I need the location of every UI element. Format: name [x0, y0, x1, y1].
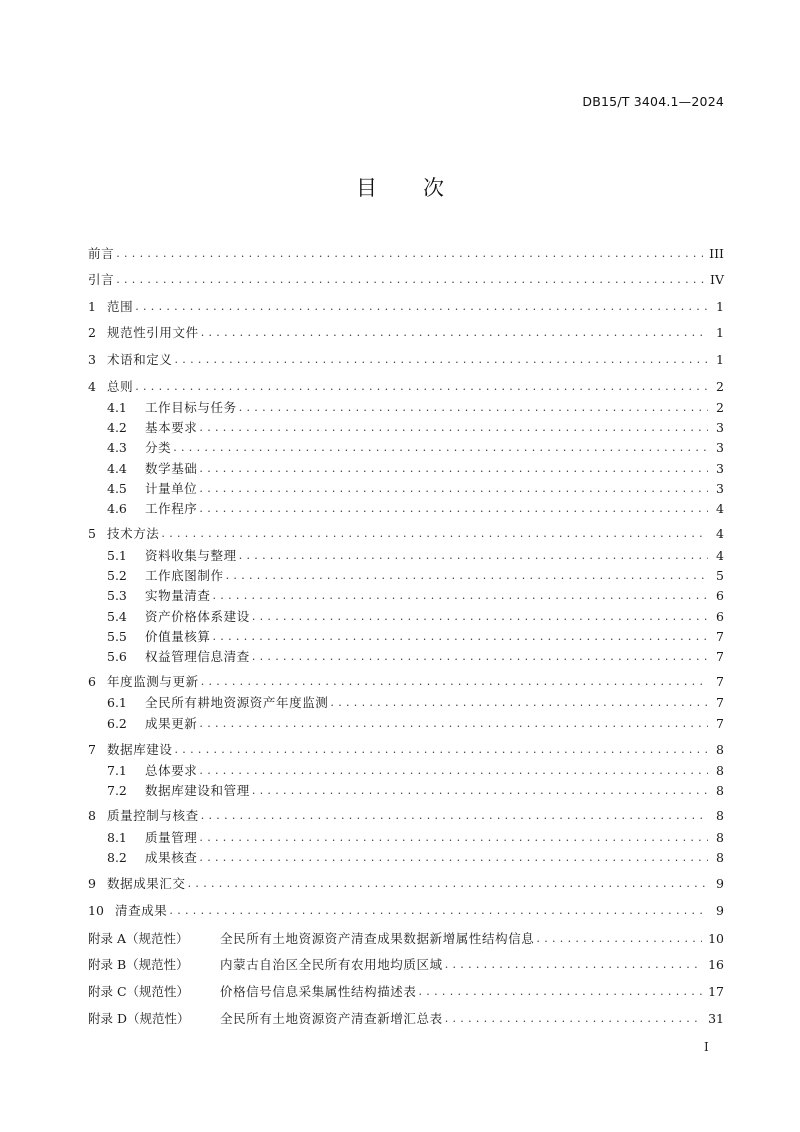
toc-entry-number: 5.5: [107, 629, 127, 644]
appendix-page: 16: [708, 957, 724, 972]
toc-entry-label: 规范性引用文件: [107, 325, 199, 340]
toc-entry-page: 8: [716, 783, 724, 798]
toc-entry-page: 5: [716, 568, 724, 583]
toc-entry-label: 数据成果汇交: [107, 876, 186, 891]
appendix-title: 价格信号信息采集属性结构描述表: [220, 984, 417, 999]
dot-leader: [188, 876, 708, 892]
toc-entry-number: 5.3: [107, 588, 127, 603]
toc-entry[interactable]: [107, 848, 724, 866]
toc-entry-label: 总体要求: [145, 763, 198, 778]
dot-leader: [175, 742, 708, 758]
dot-leader: [252, 783, 708, 799]
toc-entry-number: 4.1: [107, 400, 127, 415]
toc-entry-number: 6.1: [107, 695, 127, 710]
toc-entry-label: 实物量清查: [145, 588, 211, 603]
toc-entry-label: 分类: [145, 440, 172, 455]
toc-entry-page: 7: [716, 649, 724, 664]
toc-entry-number: 8: [88, 808, 96, 823]
dot-leader: [199, 501, 708, 517]
toc-appendix-entry[interactable]: [88, 955, 724, 973]
title-char-1: 目: [356, 176, 377, 200]
toc-entry-label: 工作底图制作: [145, 568, 224, 583]
toc-entry-page: 1: [716, 325, 724, 340]
dot-leader: [175, 352, 708, 368]
toc-entry-page: 8: [716, 742, 724, 757]
toc-entry-number: 6.2: [107, 716, 127, 731]
toc-entry-page: 9: [716, 876, 724, 891]
toc-entry-page: 3: [716, 481, 724, 496]
toc-entry[interactable]: [88, 874, 724, 892]
toc-entry-label: 数据库建设: [107, 742, 173, 757]
toc-entry-label: 工作程序: [145, 501, 198, 516]
toc-entry-number: 5.6: [107, 649, 127, 664]
toc-entry[interactable]: [107, 627, 724, 645]
toc-entry[interactable]: [107, 647, 724, 665]
toc-entry-page: 9: [716, 903, 724, 918]
toc-entry[interactable]: [88, 297, 724, 315]
toc-entry[interactable]: [88, 323, 724, 341]
toc-entry[interactable]: [88, 270, 724, 288]
toc-entry-page: 7: [716, 695, 724, 710]
toc-entry[interactable]: [88, 901, 724, 919]
toc-entry-number: 1: [88, 299, 96, 314]
toc-entry[interactable]: [107, 828, 724, 846]
toc-entry-label: 数据库建设和管理: [145, 783, 250, 798]
dot-leader: [330, 695, 708, 711]
dot-leader: [239, 400, 708, 416]
dot-leader: [199, 716, 708, 732]
toc-entry-number: 3: [88, 352, 96, 367]
dot-leader: [201, 674, 708, 690]
toc-entry[interactable]: [107, 693, 724, 711]
dot-leader: [445, 957, 702, 973]
toc-entry-page: 1: [716, 352, 724, 367]
toc-entry-label: 年度监测与更新: [107, 674, 199, 689]
appendix-title: 全民所有土地资源资产清查新增汇总表: [220, 1011, 443, 1026]
toc-entry-page: 8: [716, 830, 724, 845]
appendix-label: 附录 C（规范性）: [88, 984, 190, 999]
toc-entry-number: 5.4: [107, 609, 127, 624]
toc-entry-page: IV: [710, 272, 724, 287]
title-char-2: 次: [423, 176, 444, 200]
toc-entry-page: III: [709, 246, 724, 261]
toc-entry[interactable]: [107, 546, 724, 564]
toc-entry-label: 引言: [88, 272, 115, 287]
toc-entry-page: 2: [716, 400, 724, 415]
appendix-page: 17: [708, 984, 724, 999]
toc-entry[interactable]: [107, 459, 724, 477]
toc-entry[interactable]: [88, 524, 724, 542]
toc-entry-number: 7.2: [107, 783, 127, 798]
toc-entry[interactable]: [107, 418, 724, 436]
dot-leader: [201, 808, 708, 824]
dot-leader: [199, 461, 708, 477]
dot-leader: [199, 830, 708, 846]
toc-entry[interactable]: [107, 761, 724, 779]
toc-entry[interactable]: [88, 740, 724, 758]
toc-entry[interactable]: [88, 244, 724, 262]
toc-entry[interactable]: [107, 398, 724, 416]
toc-entry[interactable]: [107, 586, 724, 604]
toc-entry-page: 7: [716, 716, 724, 731]
toc-entry-label: 数学基础: [145, 461, 198, 476]
toc-entry-label: 工作目标与任务: [145, 400, 237, 415]
toc-entry-label: 前言: [88, 246, 115, 261]
toc-entry-page: 2: [716, 379, 724, 394]
toc-entry-label: 质量控制与核查: [107, 808, 199, 823]
toc-entry[interactable]: [107, 607, 724, 625]
toc-entry-label: 成果核查: [145, 850, 198, 865]
toc-entry-page: 3: [716, 420, 724, 435]
toc-entry[interactable]: [107, 781, 724, 799]
dot-leader: [213, 588, 708, 604]
appendix-page: 31: [708, 1011, 724, 1026]
toc-entry-label: 基本要求: [145, 420, 198, 435]
toc-entry-number: 4.6: [107, 501, 127, 516]
dot-leader: [135, 379, 708, 395]
toc-entry-number: 7: [88, 742, 96, 757]
toc-entry-page: 8: [716, 850, 724, 865]
appendix-page: 10: [708, 931, 724, 946]
toc-entry-page: 4: [716, 526, 724, 541]
toc-entry[interactable]: [107, 714, 724, 732]
dot-leader: [199, 850, 708, 866]
toc-entry-page: 8: [716, 763, 724, 778]
dot-leader: [199, 763, 708, 779]
toc-entry-number: 4.4: [107, 461, 127, 476]
toc-entry-label: 计量单位: [145, 481, 198, 496]
toc-entry-number: 4: [88, 379, 96, 394]
toc-entry-page: 8: [716, 808, 724, 823]
dot-leader: [199, 481, 708, 497]
toc-entry-number: 8.2: [107, 850, 127, 865]
appendix-label: 附录 A（规范性）: [88, 931, 189, 946]
dot-leader: [252, 649, 708, 665]
toc-entry-number: 2: [88, 325, 96, 340]
toc-entry-label: 全民所有耕地资源资产年度监测: [145, 695, 329, 710]
toc-entry-number: 4.5: [107, 481, 127, 496]
toc-entry-number: 8.1: [107, 830, 127, 845]
toc-entry-page: 3: [716, 461, 724, 476]
toc-entry[interactable]: [88, 377, 724, 395]
footer-page-number: I: [704, 1040, 709, 1054]
toc-entry-number: 4.2: [107, 420, 127, 435]
document-code: DB15/T 3404.1—2024: [582, 94, 724, 109]
toc-entry-label: 权益管理信息清查: [145, 649, 250, 664]
toc-entry-label: 资料收集与整理: [145, 548, 237, 563]
toc-entry-label: 质量管理: [145, 830, 198, 845]
toc-entry-label: 清查成果: [115, 903, 168, 918]
dot-leader: [536, 931, 702, 947]
toc-entry-page: 6: [716, 588, 724, 603]
appendix-title: 全民所有土地资源资产清查成果数据新增属性结构信息: [220, 931, 535, 946]
dot-leader: [199, 420, 708, 436]
toc-entry-page: 3: [716, 440, 724, 455]
dot-leader: [445, 1011, 702, 1027]
toc-entry-label: 范围: [107, 299, 134, 314]
toc-entry-page: 7: [716, 629, 724, 644]
toc-entry-label: 技术方法: [107, 526, 160, 541]
dot-leader: [116, 272, 704, 288]
toc-entry-label: 资产价格体系建设: [145, 609, 250, 624]
dot-leader: [213, 629, 708, 645]
toc-entry-page: 4: [716, 548, 724, 563]
toc-appendix-entry[interactable]: [88, 1009, 724, 1027]
dot-leader: [161, 526, 708, 542]
toc-entry[interactable]: [88, 350, 724, 368]
toc-entry-number: 5.1: [107, 548, 127, 563]
toc-entry[interactable]: [107, 479, 724, 497]
toc-entry-label: 术语和定义: [107, 352, 173, 367]
toc-entry[interactable]: [107, 438, 724, 456]
toc-appendix-entry[interactable]: [88, 929, 724, 947]
toc-entry-number: 10: [88, 903, 104, 918]
toc-entry-page: 1: [716, 299, 724, 314]
dot-leader: [173, 440, 708, 456]
toc-entry-number: 4.3: [107, 440, 127, 455]
appendix-label: 附录 B（规范性）: [88, 957, 189, 972]
toc-entry-number: 5.2: [107, 568, 127, 583]
dot-leader: [239, 548, 708, 564]
dot-leader: [169, 903, 708, 919]
dot-leader: [419, 984, 703, 1000]
toc-entry[interactable]: [88, 672, 724, 690]
toc-appendix-entry[interactable]: [88, 982, 724, 1000]
dot-leader: [201, 325, 708, 341]
toc-entry-number: 6: [88, 674, 96, 689]
appendix-title: 内蒙古自治区全民所有农用地均质区域: [220, 957, 443, 972]
toc-entry[interactable]: [88, 806, 724, 824]
toc-entry-number: 7.1: [107, 763, 127, 778]
toc-entry-page: 4: [716, 501, 724, 516]
toc-entry-label: 价值量核算: [145, 629, 211, 644]
toc-entry-page: 6: [716, 609, 724, 624]
dot-leader: [252, 609, 708, 625]
dot-leader: [116, 246, 703, 262]
toc-entry-number: 5: [88, 526, 96, 541]
toc-entry-number: 9: [88, 876, 96, 891]
toc-entry-label: 成果更新: [145, 716, 198, 731]
dot-leader: [135, 299, 708, 315]
toc-entry[interactable]: [107, 566, 724, 584]
toc-entry[interactable]: [107, 499, 724, 517]
appendix-label: 附录 D（规范性）: [88, 1011, 190, 1026]
toc-entry-page: 7: [716, 674, 724, 689]
toc-entry-label: 总则: [107, 379, 134, 394]
dot-leader: [226, 568, 708, 584]
